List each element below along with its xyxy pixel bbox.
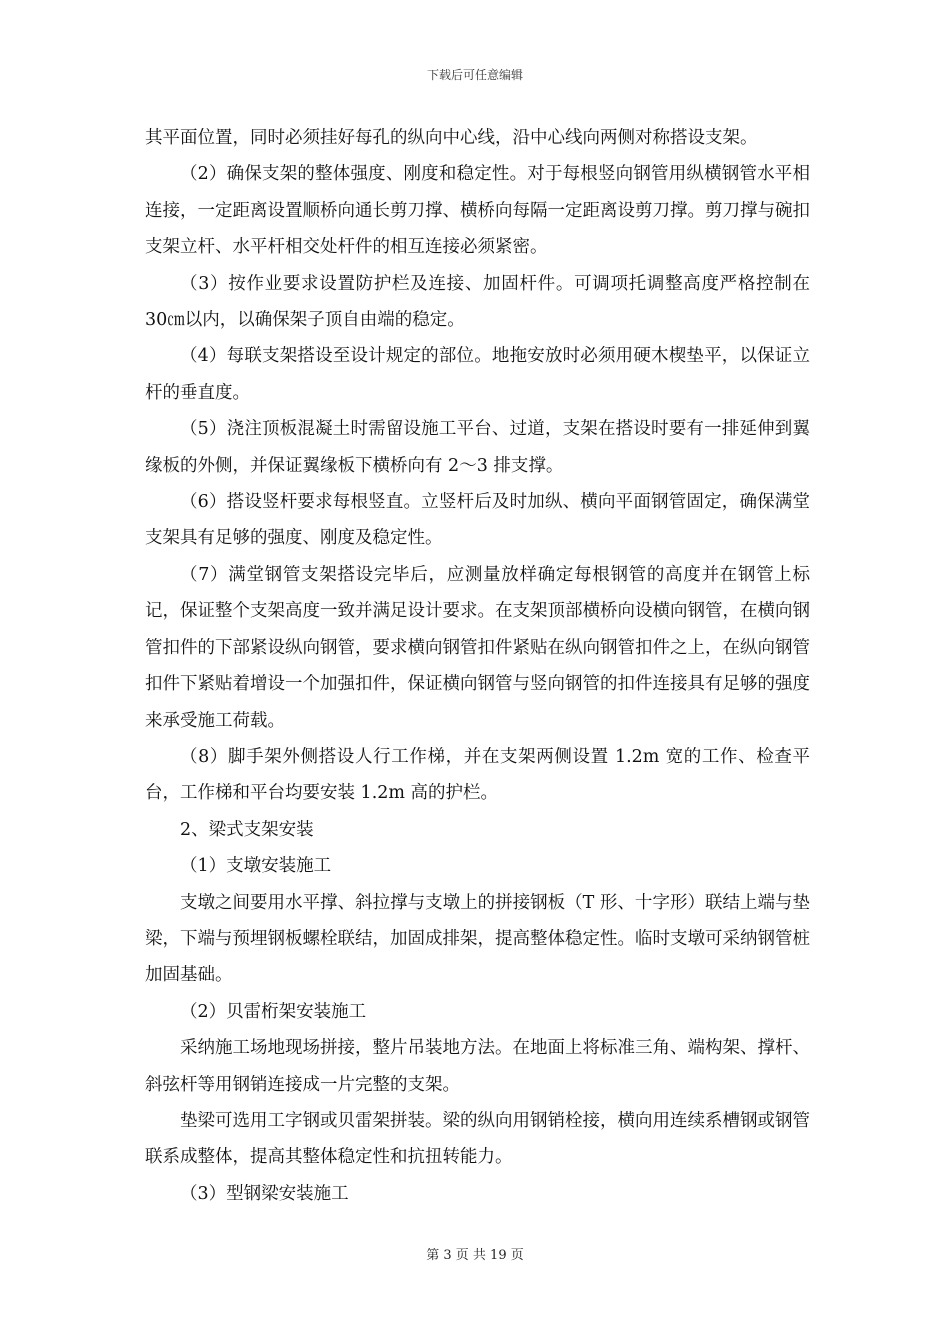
paragraph: 支墩之间要用水平撑、斜拉撑与支墩上的拼接钢板（T 形、十字形）联结上端与垫梁，下端与预埋钢板螺栓联结，加固成排架，提高整体稳定性。临时支墩可采纳钢管桩加固基础。 — [145, 892, 810, 986]
paragraph: （7）满堂钢管支架搭设完毕后，应测量放样确定每根钢管的高度并在钢管上标记，保证整个支架高度一致并满足设计要求。在支架顶部横桥向设横向钢管，在横向钢管扣件的下部紧设纵向钢管，要求横向钢管扣件紧贴在纵向钢管扣件之上，在纵向钢管扣件下紧贴着增设一个加强扣件，保证横向钢管与竖向钢管的扣件连接具有足够的强度来承受施工荷载。 — [145, 564, 810, 731]
paragraph: （6）搭设竖杆要求每根竖直。立竖杆后及时加纵、横向平面钢管固定，确保满堂支架具有足够的强度、刚度及稳定性。 — [145, 492, 810, 549]
page-header: 下载后可任意编辑 — [426, 68, 523, 82]
section-heading: 2、梁式支架安装 — [180, 819, 314, 840]
subsection-heading: （2）贝雷桁架安装施工 — [180, 1001, 367, 1022]
paragraph: （5）浇注顶板混凝土时需留设施工平台、过道，支架在搭设时要有一排延伸到翼缘板的外侧，并保证翼缘板下横桥向有 2～3 排支撑。 — [145, 419, 810, 476]
paragraph: （4）每联支架搭设至设计规定的部位。地拖安放时必须用硬木楔垫平，以保证立杆的垂直度。 — [145, 346, 810, 403]
page-footer: 第 3 页 共 19 页 — [426, 1248, 524, 1263]
paragraph: （3）按作业要求设置防护栏及连接、加固杆件。可调项托调整高度严格控制在 30㎝以内，以确保架子顶自由端的稳定。 — [145, 273, 810, 331]
subsection-heading: （1）支墩安装施工 — [180, 856, 332, 877]
document-body — [145, 120, 810, 1212]
paragraph: 垫梁可选用工字钢或贝雷架拼装。梁的纵向用钢销栓接，横向用连续系槽钢或钢管联系成整体，提高其整体稳定性和抗扭转能力。 — [145, 1110, 810, 1168]
subsection-heading: （3）型钢梁安装施工 — [180, 1183, 349, 1204]
paragraph: （8）脚手架外侧搭设人行工作梯，并在支架两侧设置 1.2m 宽的工作、检查平台，工作梯和平台均要安装 1.2m 高的护栏。 — [145, 746, 810, 804]
paragraph: 采纳施工场地现场拼接，整片吊装地方法。在地面上将标准三角、端构架、撑杆、斜弦杆等用钢销连接成一片完整的支架。 — [145, 1038, 810, 1095]
paragraph: （2）确保支架的整体强度、刚度和稳定性。对于每根竖向钢管用纵横钢管水平相连接，一定距离设置顺桥向通长剪刀撑、横桥向每隔一定距离设剪刀撑。剪刀撑与碗扣支架立杆、水平杆相交处杆件的相互连接必须紧密。 — [145, 164, 810, 258]
paragraph: 其平面位置，同时必须挂好每孔的纵向中心线，沿中心线向两侧对称搭设支架。 — [145, 128, 758, 148]
